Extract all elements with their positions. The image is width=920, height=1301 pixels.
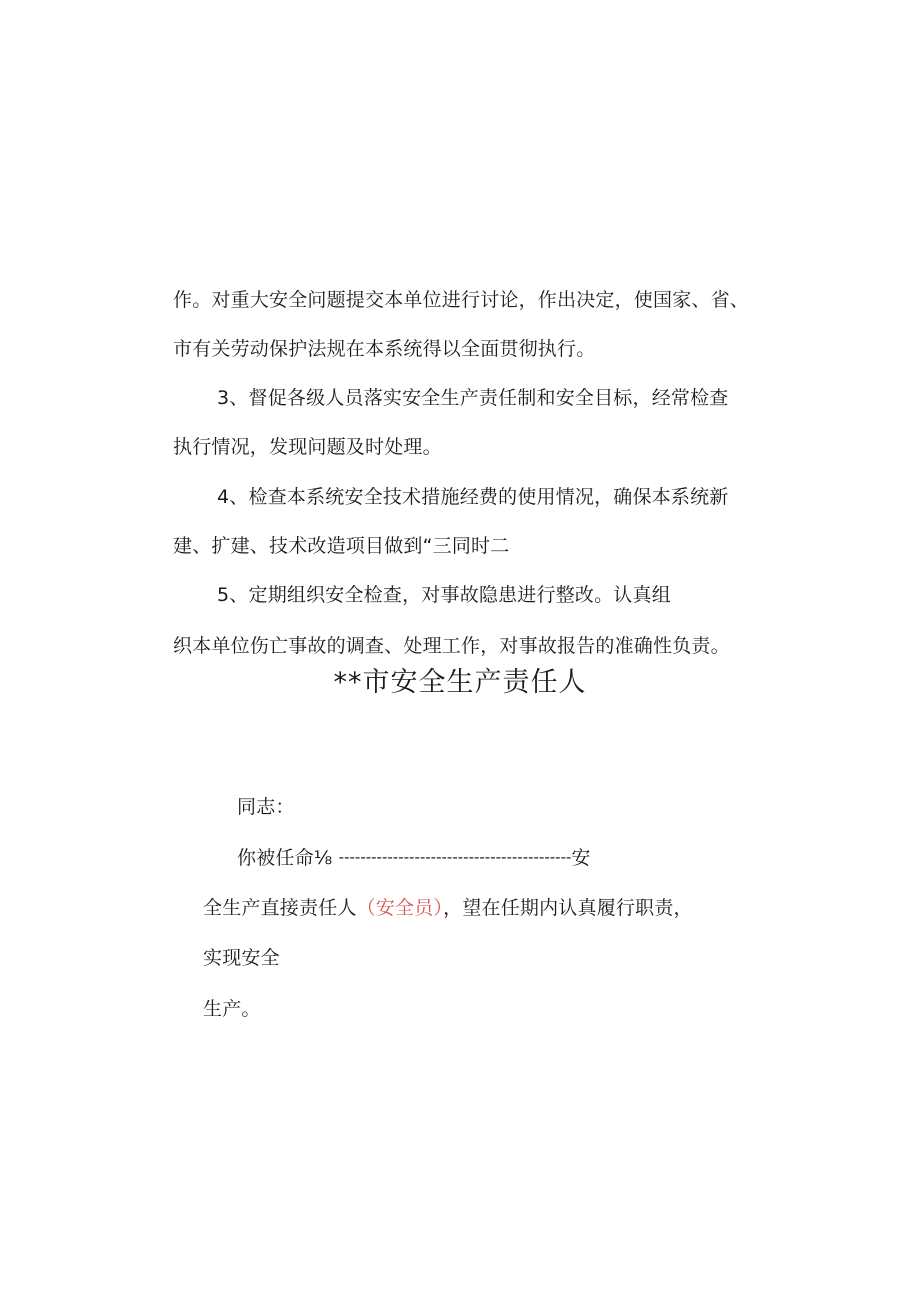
role-highlight: （安全员） (356, 897, 444, 919)
item-3-line-2: 执行情况，发现问题及时处理。 (173, 436, 442, 458)
salutation: 同志： (237, 796, 295, 818)
appointment-lead: 你被任命⅛ (237, 847, 333, 869)
paragraph-1-line-1: 作。对重大安全问题提交本单位进行讨论，作出决定，使国家、省、 (173, 289, 750, 311)
item-4-line-1: 4、检查本系统安全技术措施经费的使用情况，确保本系统新 (217, 486, 729, 508)
appointment-line-4: 生产。 (203, 998, 261, 1020)
paragraph-1-line-2: 市有关劳动保护法规在本系统得以全面贯彻执行。 (173, 338, 596, 360)
document-title: **市安全生产责任人 (333, 667, 587, 698)
item-4-line-2: 建、扩建、技术改造项目做到“三同时二 (173, 535, 510, 557)
item-5-line-1: 5、定期组织安全检查，对事故隐患进行整改。认真组 (217, 584, 671, 606)
appointment-line-1 (237, 846, 591, 871)
appointment-blank: ------------------------------------------- (338, 848, 572, 866)
appointment-line-2-pre: 全生产直接责任人 (203, 897, 357, 919)
appointment-line-2-post: ，望在任期内认真履行职责， (443, 897, 693, 919)
appointment-line-2 (203, 896, 693, 920)
appointment-tail: 安 (571, 847, 591, 869)
item-3-line-1: 3、督促各级人员落实安全生产责任制和安全目标，经常检查 (217, 387, 729, 409)
item-5-line-2: 织本单位伤亡事故的调查、处理工作，对事故报告的准确性负责。 (173, 635, 730, 657)
appointment-line-3: 实现安全 (203, 947, 280, 969)
